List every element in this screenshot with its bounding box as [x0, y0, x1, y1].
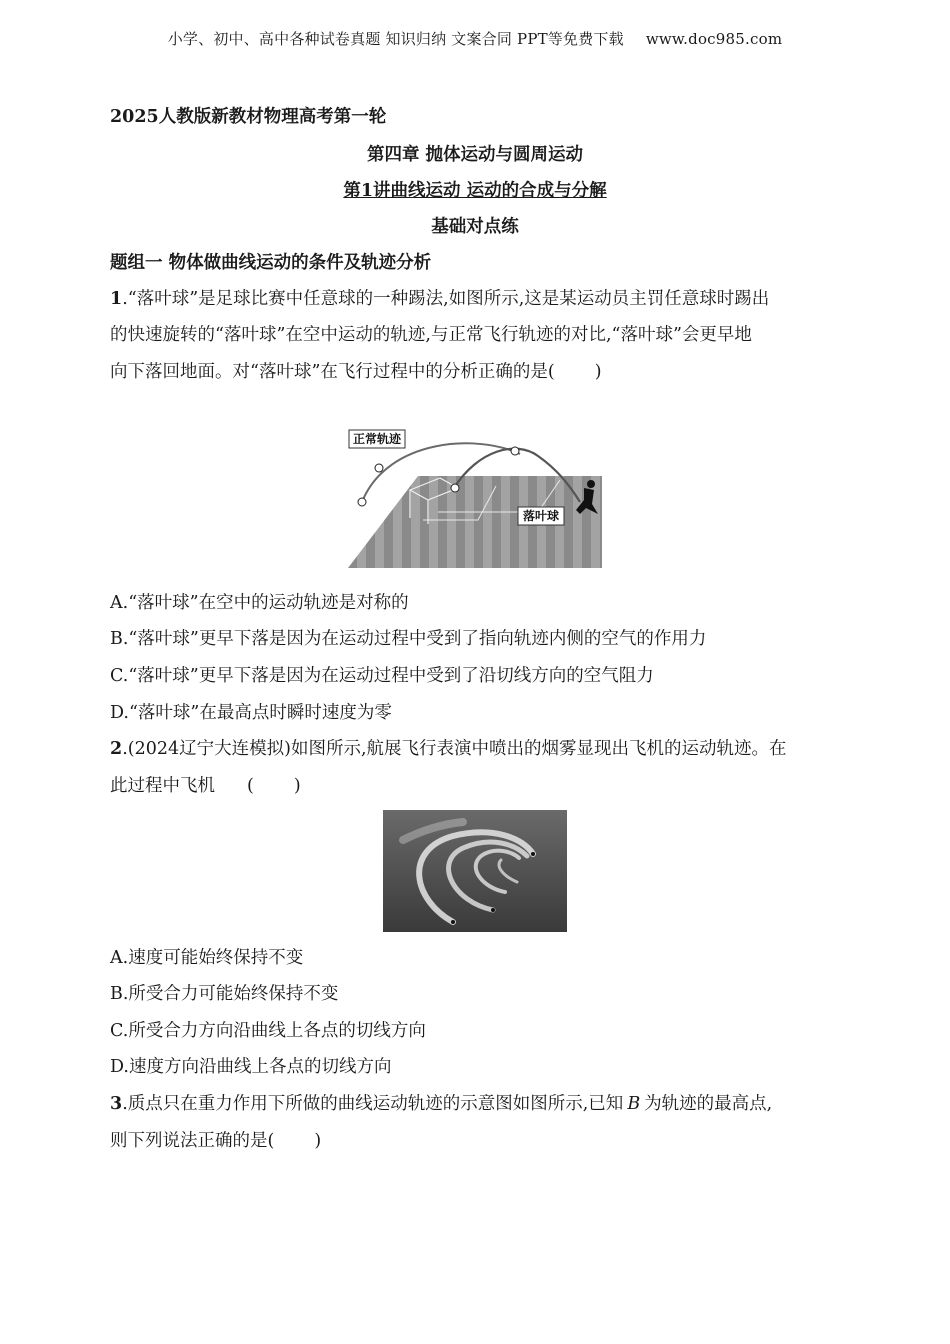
q1-line-3 — [110, 360, 602, 384]
q2-option-b: B.所受合力可能始终保持不变 — [110, 984, 339, 1004]
q1-option-d: D.“落叶球”在最高点时瞬时速度为零 — [110, 703, 392, 723]
group-title: 题组一 物体做曲线运动的条件及轨迹分析 — [110, 253, 432, 273]
q1-number: 1 — [110, 289, 123, 309]
q1-line-2: 的快速旋转的“落叶球”在空中运动的轨迹,与正常飞行轨迹的对比,“落叶球”会更早地 — [110, 325, 752, 345]
page-header — [0, 28, 950, 49]
q1-line-1 — [110, 287, 769, 311]
lesson-title — [0, 179, 950, 203]
q2-close-paren: ) — [293, 776, 301, 796]
q3-number: 3 — [110, 1094, 123, 1114]
q3-close-paren: ) — [314, 1131, 322, 1151]
ball-3 — [511, 447, 519, 455]
section-title: 基础对点练 — [431, 217, 519, 237]
q2-line-1 — [110, 737, 787, 761]
q2-figure-airshow — [383, 810, 567, 932]
q3-text-2: 则下列说法正确的是( — [110, 1131, 275, 1151]
q1-option-b: B.“落叶球”更早下落是因为在运动过程中受到了指向轨迹内侧的空气的作用力 — [110, 629, 707, 649]
q2-number: 2 — [110, 739, 123, 759]
q1-text-3: 向下落回地面。对“落叶球”在飞行过程中的分析正确的是( — [110, 362, 555, 382]
ball-4 — [451, 484, 459, 492]
chapter-title: 第四章 抛体运动与圆周运动 — [366, 145, 584, 165]
q3-var-b: B — [627, 1094, 641, 1114]
q3-line-2 — [110, 1129, 321, 1153]
q2-option-d: D.速度方向沿曲线上各点的切线方向 — [110, 1057, 392, 1077]
q3-line-1 — [110, 1092, 772, 1116]
q2-open-paren: ( — [247, 776, 254, 796]
q1-figure-soccer — [348, 420, 602, 570]
q1-option-a: A.“落叶球”在空中的运动轨迹是对称的 — [110, 593, 409, 613]
header-url[interactable]: www.doc985.com — [645, 30, 783, 48]
q1-close-paren: ) — [594, 362, 602, 382]
q2-option-c: C.所受合力方向沿曲线上各点的切线方向 — [110, 1021, 426, 1041]
ball-2 — [375, 464, 383, 472]
header-text: 小学、初中、高中各种试卷真题 知识归纳 文案合同 PPT等免费下载 — [167, 30, 624, 48]
q2-option-a: A.速度可能始终保持不变 — [110, 948, 304, 968]
q2-text-2: 此过程中飞机 — [110, 776, 215, 796]
q3-text-1a: .质点只在重力作用下所做的曲线运动轨迹的示意图如图所示,已知 — [122, 1094, 624, 1114]
series-title: 2025人教版新教材物理高考第一轮 — [110, 107, 387, 127]
ball-1 — [358, 498, 366, 506]
q2-line-2 — [110, 774, 301, 798]
plane-2 — [491, 908, 495, 912]
lesson-title-text: 第1讲曲线运动 运动的合成与分解 — [343, 181, 607, 201]
plane-1 — [451, 920, 455, 924]
q1-text-1: .“落叶球”是足球比赛中任意球的一种踢法,如图所示,这是某运动员主罚任意球时踢出 — [122, 289, 770, 309]
q1-option-c: C.“落叶球”更早下落是因为在运动过程中受到了沿切线方向的空气阻力 — [110, 666, 654, 686]
q2-text-1: .(2024辽宁大连模拟)如图所示,航展飞行表演中喷出的烟雾显现出飞机的运动轨迹。在 — [122, 739, 787, 759]
label-normal: 正常轨迹 — [352, 432, 402, 446]
label-leaf: 落叶球 — [522, 509, 560, 523]
plane-3 — [531, 852, 535, 856]
q3-text-1b: 为轨迹的最高点, — [644, 1094, 773, 1114]
